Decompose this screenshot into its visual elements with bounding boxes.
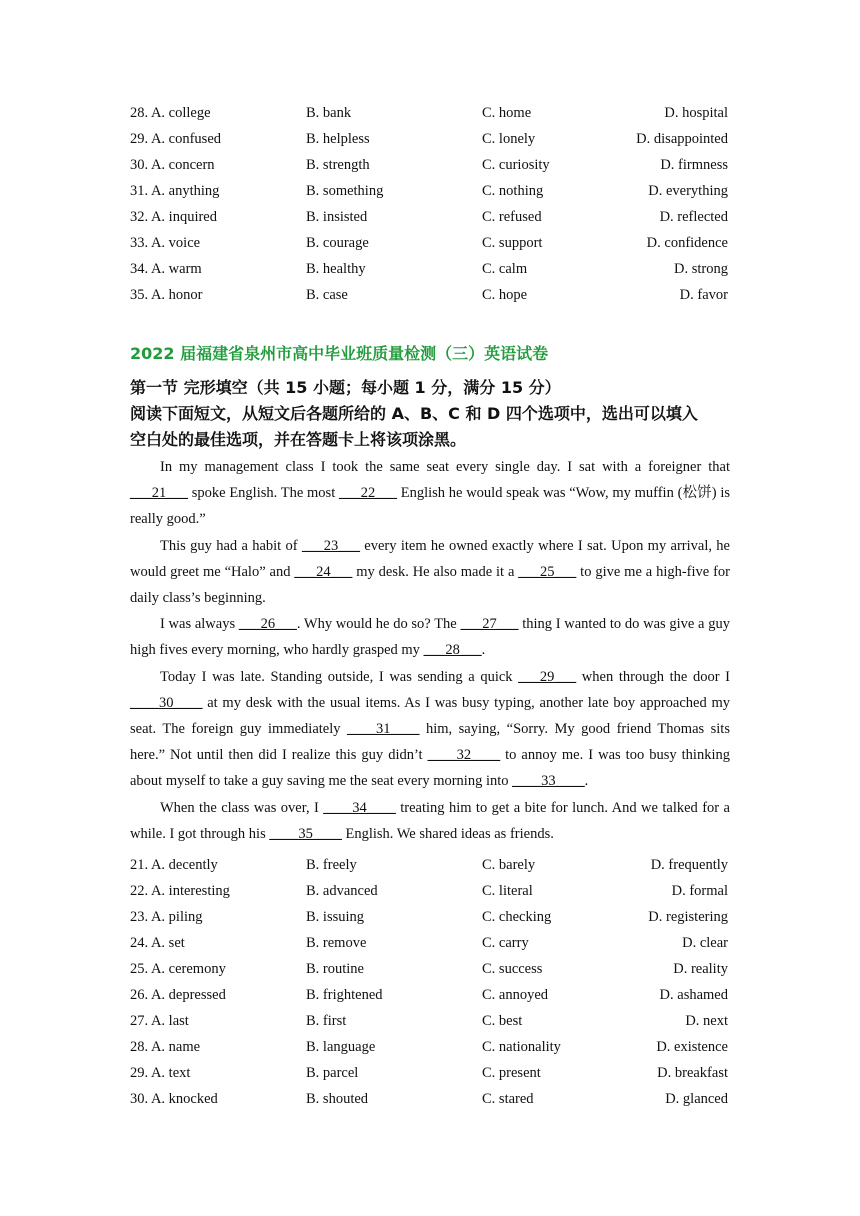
option-row	[130, 126, 730, 152]
option-c: C. support	[482, 235, 543, 251]
option-a: 29. A. confused	[130, 131, 222, 147]
passage-paragraph	[130, 533, 730, 612]
option-d: D. next	[685, 1013, 728, 1029]
blank-23: ___23___	[301, 537, 360, 554]
passage-paragraph	[130, 454, 730, 533]
passage-text: my desk. He also made it a	[352, 563, 519, 580]
blank-31: ____31____	[347, 721, 420, 738]
option-d: D. confidence	[646, 235, 728, 251]
option-b: B. bank	[306, 105, 352, 121]
option-b: B. freely	[306, 857, 357, 873]
option-row	[130, 930, 730, 956]
passage-text: In my management class I took the same seat every single day. I sat with a foreigner that	[160, 459, 730, 475]
option-c: C. success	[482, 961, 543, 977]
option-row	[130, 1008, 730, 1034]
option-c: C. lonely	[482, 131, 536, 147]
option-c: C. home	[482, 105, 532, 121]
option-row	[130, 178, 730, 204]
option-a: 21. A. decently	[130, 857, 218, 873]
option-b: B. helpless	[306, 131, 370, 147]
cloze-passage	[130, 454, 730, 847]
option-c: C. checking	[482, 909, 552, 925]
option-row	[130, 904, 730, 930]
option-b: B. case	[306, 287, 348, 303]
option-b: B. language	[306, 1039, 376, 1055]
option-a: 28. A. name	[130, 1039, 201, 1055]
option-a: 27. A. last	[130, 1013, 189, 1029]
blank-25: ___25___	[518, 563, 577, 580]
option-b: B. remove	[306, 935, 367, 951]
blank-32: ____32____	[427, 747, 501, 764]
option-b: B. shouted	[306, 1091, 369, 1107]
option-b: B. strength	[306, 157, 370, 173]
passage-text: when through the door I	[576, 668, 730, 685]
blank-33: ____33____	[512, 773, 585, 790]
option-d: D. clear	[682, 935, 728, 951]
option-c: C. curiosity	[482, 157, 550, 173]
passage-text: treating him to get a bite for lunch. And we talked for a while. I got through his	[130, 799, 730, 842]
option-c: C. annoyed	[482, 987, 549, 1003]
blank-27: ___27___	[460, 616, 519, 633]
option-row	[130, 1086, 730, 1112]
option-c: C. stared	[482, 1091, 534, 1107]
option-row	[130, 1060, 730, 1086]
exam-title: 2022 届福建省泉州市高中毕业班质量检测（三）英语试卷	[130, 344, 549, 363]
passage-text: to annoy me. I was too busy thinking about myself to take a guy saving me the seat every morning into	[130, 747, 730, 790]
passage-paragraph	[130, 795, 730, 847]
option-d: D. firmness	[660, 157, 728, 173]
blank-24: ___24___	[294, 563, 353, 580]
passage-paragraph	[130, 611, 730, 663]
passage-text: This guy had a habit of	[160, 537, 302, 554]
option-b: B. parcel	[306, 1065, 359, 1081]
blank-21: ___21___	[130, 485, 188, 502]
option-d: D. hospital	[664, 105, 728, 121]
option-b: B. courage	[306, 235, 369, 251]
blank-34: ____34____	[323, 799, 396, 816]
option-a: 35. A. honor	[130, 287, 203, 303]
option-d: D. breakfast	[657, 1065, 728, 1081]
passage-text: thing I wanted to do was give a guy high fives every morning, who hardly grasped my	[130, 616, 730, 659]
option-b: B. advanced	[306, 883, 378, 899]
option-c: C. literal	[482, 883, 533, 899]
blank-30: ____30____	[130, 694, 203, 711]
passage-text: Today I was late. Standing outside, I was sending a quick	[160, 668, 519, 685]
passage-text: him, saying, “Sorry. My good friend Thomas sits here.” Not until then did I realize this guy didn’t	[130, 721, 730, 764]
passage-text: . Why would he do so? The	[296, 616, 461, 633]
option-d: D. favor	[679, 287, 728, 303]
option-b: B. routine	[306, 961, 364, 977]
option-b: B. something	[306, 183, 384, 199]
option-b: B. frightened	[306, 987, 383, 1003]
option-a: 22. A. interesting	[130, 883, 230, 899]
passage-text: to give me a high-five for daily class’s beginning.	[130, 563, 731, 607]
option-a: 34. A. warm	[130, 261, 202, 277]
passage-text: every item he owned exactly where I sat. Upon my arrival, he would greet me “Halo” and	[130, 537, 730, 580]
option-row	[130, 256, 730, 282]
option-a: 33. A. voice	[130, 235, 201, 251]
passage-text: .	[584, 773, 589, 790]
passage-text: I was always	[160, 616, 239, 633]
option-c: C. nothing	[482, 183, 544, 199]
option-c: C. best	[482, 1013, 523, 1029]
passage-text: When the class was over, I	[160, 799, 324, 816]
option-c: C. calm	[482, 261, 528, 277]
passage-text: .	[481, 642, 486, 659]
option-c: C. carry	[482, 935, 529, 951]
option-row	[130, 204, 730, 230]
option-a: 26. A. depressed	[130, 987, 226, 1003]
passage-text: English he would speak was “Wow, my muffin (松饼) is really good.”	[130, 485, 730, 528]
blank-29: ___29___	[518, 668, 577, 685]
option-d: D. reality	[673, 961, 728, 977]
option-d: D. ashamed	[659, 987, 728, 1003]
option-c: C. refused	[482, 209, 542, 225]
option-row	[130, 230, 730, 256]
option-row	[130, 282, 730, 308]
option-b: B. first	[306, 1013, 347, 1029]
option-c: C. nationality	[482, 1039, 561, 1055]
option-a: 23. A. piling	[130, 909, 203, 925]
blank-26: ___26___	[238, 616, 297, 633]
blank-22: ___22___	[338, 485, 397, 502]
instruction-line: 阅读下面短文，从短文后各题所给的 A、B、C 和 D 四个选项中，选出可以填入	[130, 404, 698, 423]
option-d: D. glanced	[665, 1091, 728, 1107]
option-row	[130, 956, 730, 982]
option-c: C. hope	[482, 287, 528, 303]
option-row	[130, 852, 730, 878]
option-a: 32. A. inquired	[130, 209, 217, 225]
blank-35: ____35____	[269, 825, 342, 842]
instruction-line: 空白处的最佳选项，并在答题卡上将该项涂黑。	[130, 430, 467, 449]
option-row	[130, 152, 730, 178]
option-d: D. disappointed	[636, 131, 728, 147]
option-d: D. formal	[671, 883, 728, 899]
option-row	[130, 878, 730, 904]
option-row	[130, 982, 730, 1008]
option-d: D. frequently	[650, 857, 728, 873]
option-a: 31. A. anything	[130, 183, 220, 199]
passage-paragraph	[130, 664, 730, 795]
option-b: B. healthy	[306, 261, 366, 277]
option-a: 28. A. college	[130, 105, 211, 121]
passage-text: English. We shared ideas as friends.	[341, 825, 554, 842]
option-a: 24. A. set	[130, 935, 185, 951]
option-a: 30. A. knocked	[130, 1091, 218, 1107]
option-d: D. reflected	[659, 209, 728, 225]
option-a: 29. A. text	[130, 1065, 191, 1081]
passage-text: spoke English. The most	[188, 485, 339, 502]
option-b: B. issuing	[306, 909, 365, 925]
option-d: D. strong	[674, 261, 728, 277]
option-d: D. registering	[648, 909, 728, 925]
option-d: D. existence	[656, 1039, 728, 1055]
option-c: C. barely	[482, 857, 536, 873]
option-a: 30. A. concern	[130, 157, 215, 173]
part-heading: 第一节 完形填空（共 15 小题；每小题 1 分，满分 15 分）	[130, 378, 561, 397]
option-a: 25. A. ceremony	[130, 961, 226, 977]
option-b: B. insisted	[306, 209, 368, 225]
option-d: D. everything	[648, 183, 728, 199]
option-row	[130, 1034, 730, 1060]
blank-28: ___28___	[423, 642, 482, 659]
option-c: C. present	[482, 1065, 541, 1081]
option-row	[130, 100, 730, 126]
passage-text: at my desk with the usual items. As I was busy typing, another late boy approached my seat. The foreign guy immediately	[130, 694, 730, 738]
